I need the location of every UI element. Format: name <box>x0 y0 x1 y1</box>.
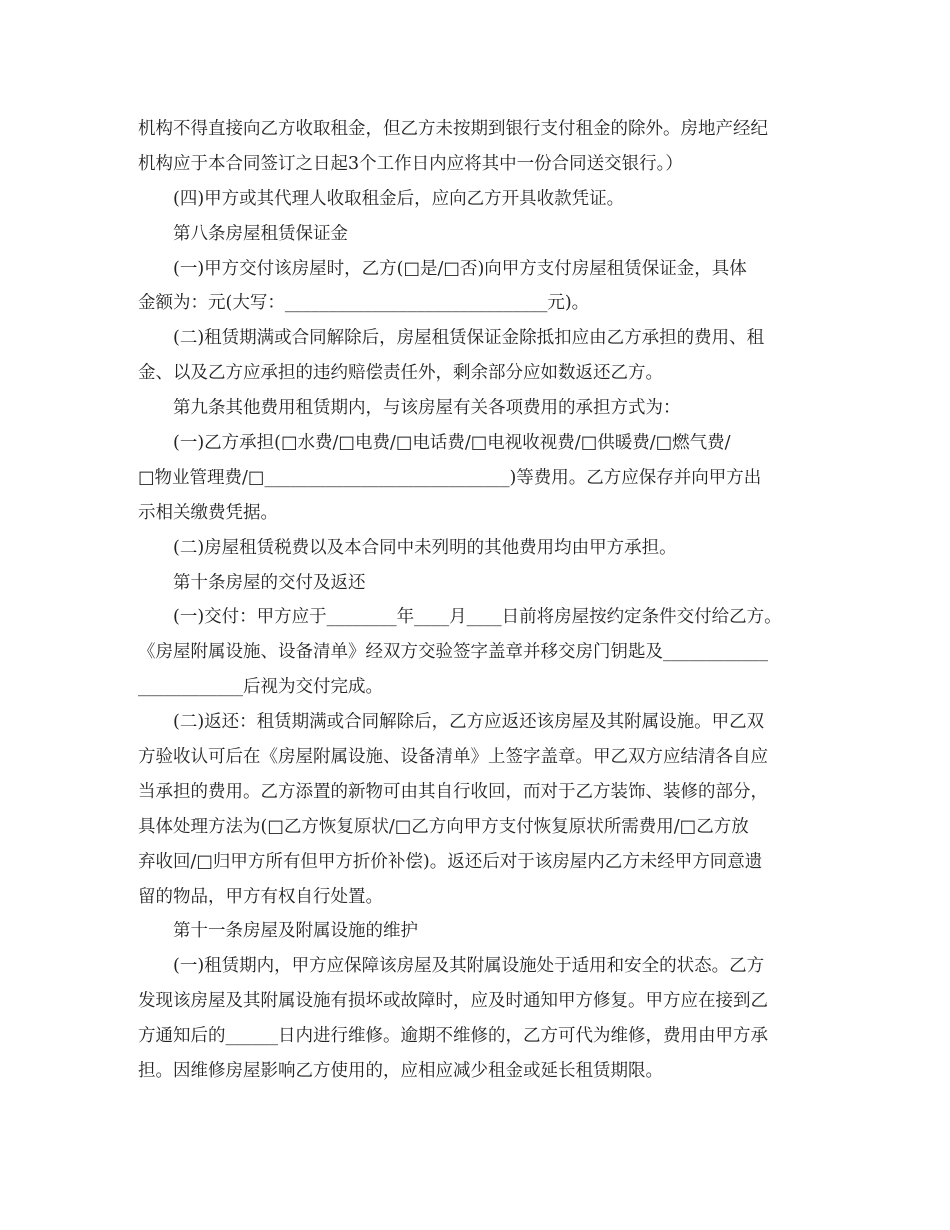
text-line: 当承担的费用。乙方添置的新物可由其自行收回，而对于乙方装饰、装修的部分， <box>138 781 768 802</box>
text-line: 留的物品，甲方有权自行处置。 <box>138 886 383 907</box>
text-line: 第十一条房屋及附属设施的维护 <box>173 921 418 942</box>
text-line: □物业管理费/□____________________________)等费用。乙方应保存并向甲方出 <box>138 467 762 488</box>
text-line: 示相关缴费凭据。 <box>138 502 278 523</box>
text-line: 第九条其他费用租赁期内，与该房屋有关各项费用的承担方式为： <box>173 398 681 419</box>
text-line: (二)租赁期满或合同解除后，房屋租赁保证金除抵扣应由乙方承担的费用、租 <box>173 328 765 349</box>
text-line: 具体处理方法为(□乙方恢复原状/□乙方向甲方支付恢复原状所需费用/□乙方放 <box>138 816 749 837</box>
text-line: 弃收回/□归甲方所有但甲方折价补偿)。返还后对于该房屋内乙方未经甲方同意遗 <box>138 851 763 872</box>
text-line: 机构不得直接向乙方收取租金，但乙方未按期到银行支付租金的除外。房地产经纪 <box>138 119 768 139</box>
text-line: 第十条房屋的交付及返还 <box>173 572 366 593</box>
text-line: (一)租赁期内，甲方应保障该房屋及其附属设施处于适用和安全的状态。乙方 <box>173 956 765 977</box>
text-line: (二)返还：租赁期满或合同解除后，乙方应返还该房屋及其附属设施。甲乙双 <box>173 712 765 733</box>
text-line: (一)交付：甲方应于________年____月____日前将房屋按约定条件交付给乙方。 <box>173 607 782 628</box>
text-line: 担。因维修房屋影响乙方使用的，应相应减少租金或延长租赁期限。 <box>138 1061 663 1082</box>
text-line: ____________后视为交付完成。 <box>138 677 383 698</box>
text-line: 金、以及乙方应承担的违约赔偿责任外，剩余部分应如数返还乙方。 <box>138 363 663 384</box>
text-line: 《房屋附属设施、设备清单》经双方交验签字盖章并移交房门钥匙及____________ <box>138 642 768 663</box>
text-line: 方验收认可后在《房屋附属设施、设备清单》上签字盖章。甲乙双方应结清各自应 <box>138 747 768 768</box>
text-line: 机构应于本合同签订之日起3个工作日内应将其中一份合同送交银行。） <box>138 153 683 174</box>
text-line: 金额为：元(大写：______________________________元)。 <box>138 293 590 314</box>
document-body <box>138 112 828 1089</box>
text-line: 第八条房屋租赁保证金 <box>173 223 348 244</box>
text-line: (一)乙方承担(□水费/□电费/□电话费/□电视收视费/□供暖费/□燃气费/ <box>173 433 731 454</box>
text-line: 发现该房屋及其附属设施有损坏或故障时，应及时通知甲方修复。甲方应在接到乙 <box>138 991 768 1012</box>
text-line: 方通知后的______日内进行维修。逾期不维修的，乙方可代为维修，费用由甲方承 <box>138 1026 768 1047</box>
text-line: (一)甲方交付该房屋时，乙方(□是/□否)向甲方支付房屋租赁保证金，具体 <box>173 258 747 279</box>
text-line: (二)房屋租赁税费以及本合同中未列明的其他费用均由甲方承担。 <box>173 537 677 558</box>
text-line: (四)甲方或其代理人收取租金后，应向乙方开具收款凭证。 <box>173 188 625 209</box>
